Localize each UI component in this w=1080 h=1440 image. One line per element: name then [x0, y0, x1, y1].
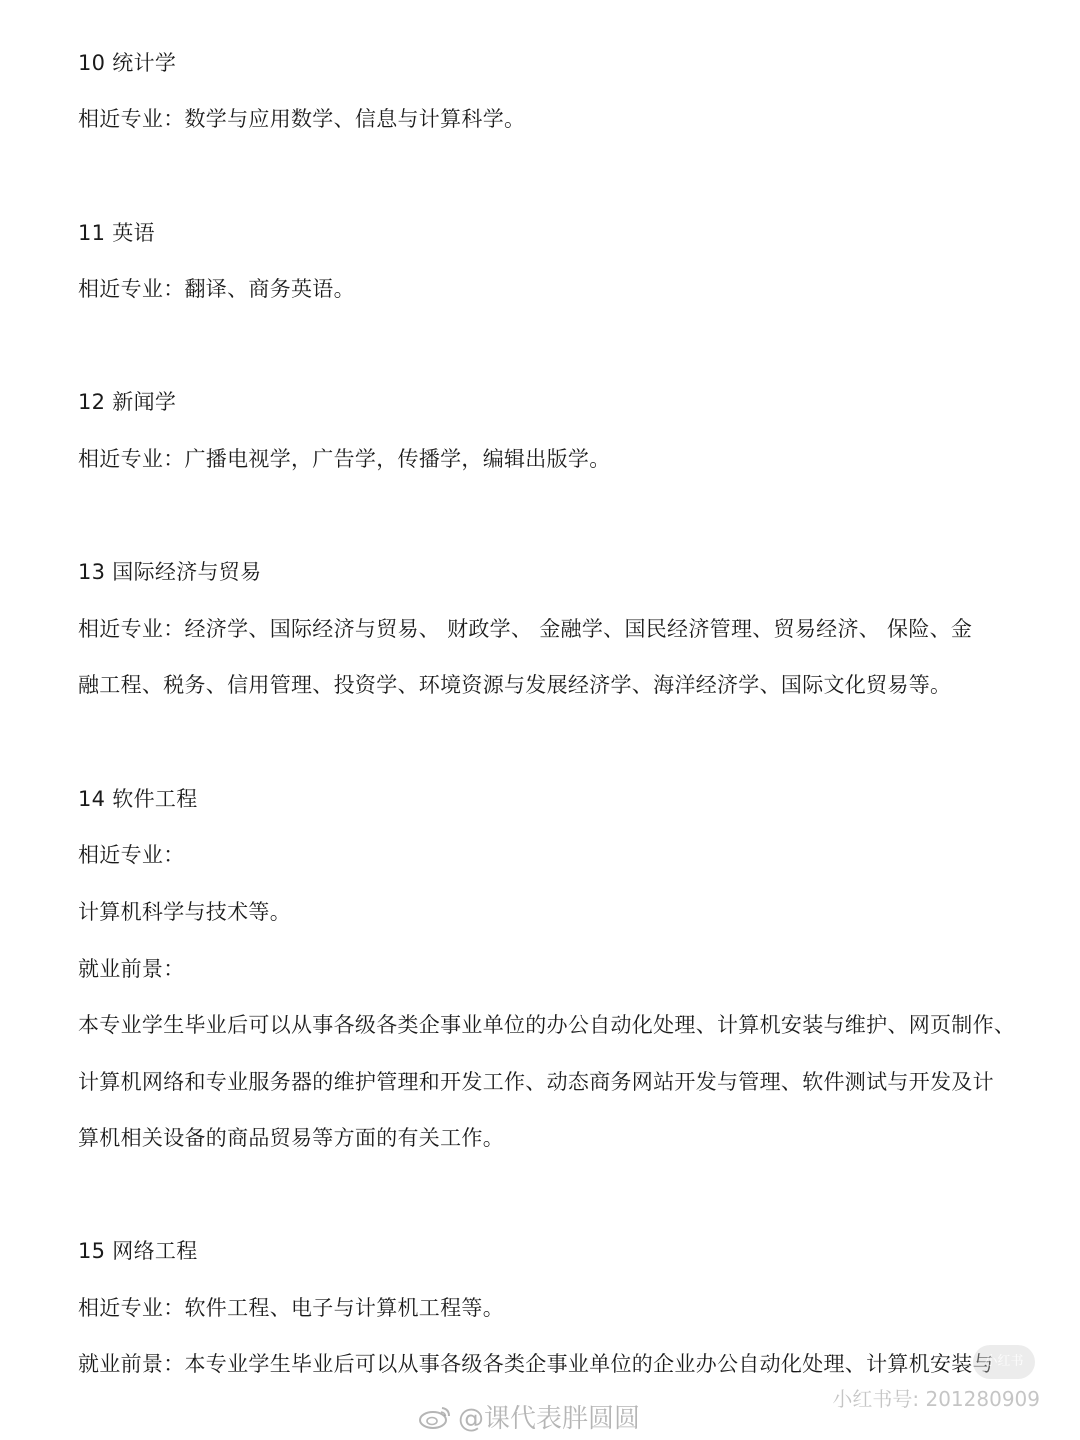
section-related-10: 相近专业：数学与应用数学、信息与计算科学。 — [78, 107, 526, 131]
section-related-11: 相近专业：翻译、商务英语。 — [78, 277, 355, 301]
section-heading-11: 11 英语 — [78, 221, 155, 245]
section-heading-12: 12 新闻学 — [78, 390, 177, 414]
section-heading-14: 14 软件工程 — [78, 787, 198, 811]
section-related-label-14: 相近专业： — [78, 843, 185, 867]
section-prospects-label-14: 就业前景： — [78, 957, 185, 981]
section-prospects-15: 就业前景：本专业学生毕业后可以从事各级各类企事业单位的企业办公自动化处理、计算机安装与 — [78, 1352, 994, 1376]
section-related-value-14: 计算机科学与技术等。 — [78, 900, 291, 924]
section-related-13-line1: 相近专业：经济学、国际经济与贸易、 财政学、 金融学、国民经济管理、贸易经济、 保险、金 — [78, 617, 973, 641]
section-related-13-line2: 融工程、税务、信用管理、投资学、环境资源与发展经济学、海洋经济学、国际文化贸易等。 — [78, 673, 952, 697]
weibo-icon — [418, 1404, 452, 1430]
section-prospects-14-line3: 算机相关设备的商品贸易等方面的有关工作。 — [78, 1126, 504, 1150]
section-prospects-14-line2: 计算机网络和专业服务器的维护管理和开发工作、动态商务网站开发与管理、软件测试与开发及计 — [78, 1070, 994, 1094]
section-heading-10: 10 统计学 — [78, 51, 177, 75]
section-heading-15: 15 网络工程 — [78, 1239, 198, 1263]
section-related-15: 相近专业：软件工程、电子与计算机工程等。 — [78, 1296, 504, 1320]
xhs-badge-watermark: 小红书 — [973, 1345, 1035, 1379]
section-prospects-14-line1: 本专业学生毕业后可以从事各级各类企事业单位的办公自动化处理、计算机安装与维护、网页制作、 — [78, 1013, 1016, 1037]
section-heading-13: 13 国际经济与贸易 — [78, 560, 262, 584]
xhs-id-watermark: 小红书号: 201280909 — [832, 1387, 1040, 1411]
weibo-handle: @课代表胖圆圆 — [458, 1404, 641, 1434]
section-related-12: 相近专业：广播电视学，广告学，传播学，编辑出版学。 — [78, 447, 611, 471]
weibo-watermark — [418, 1398, 640, 1435]
